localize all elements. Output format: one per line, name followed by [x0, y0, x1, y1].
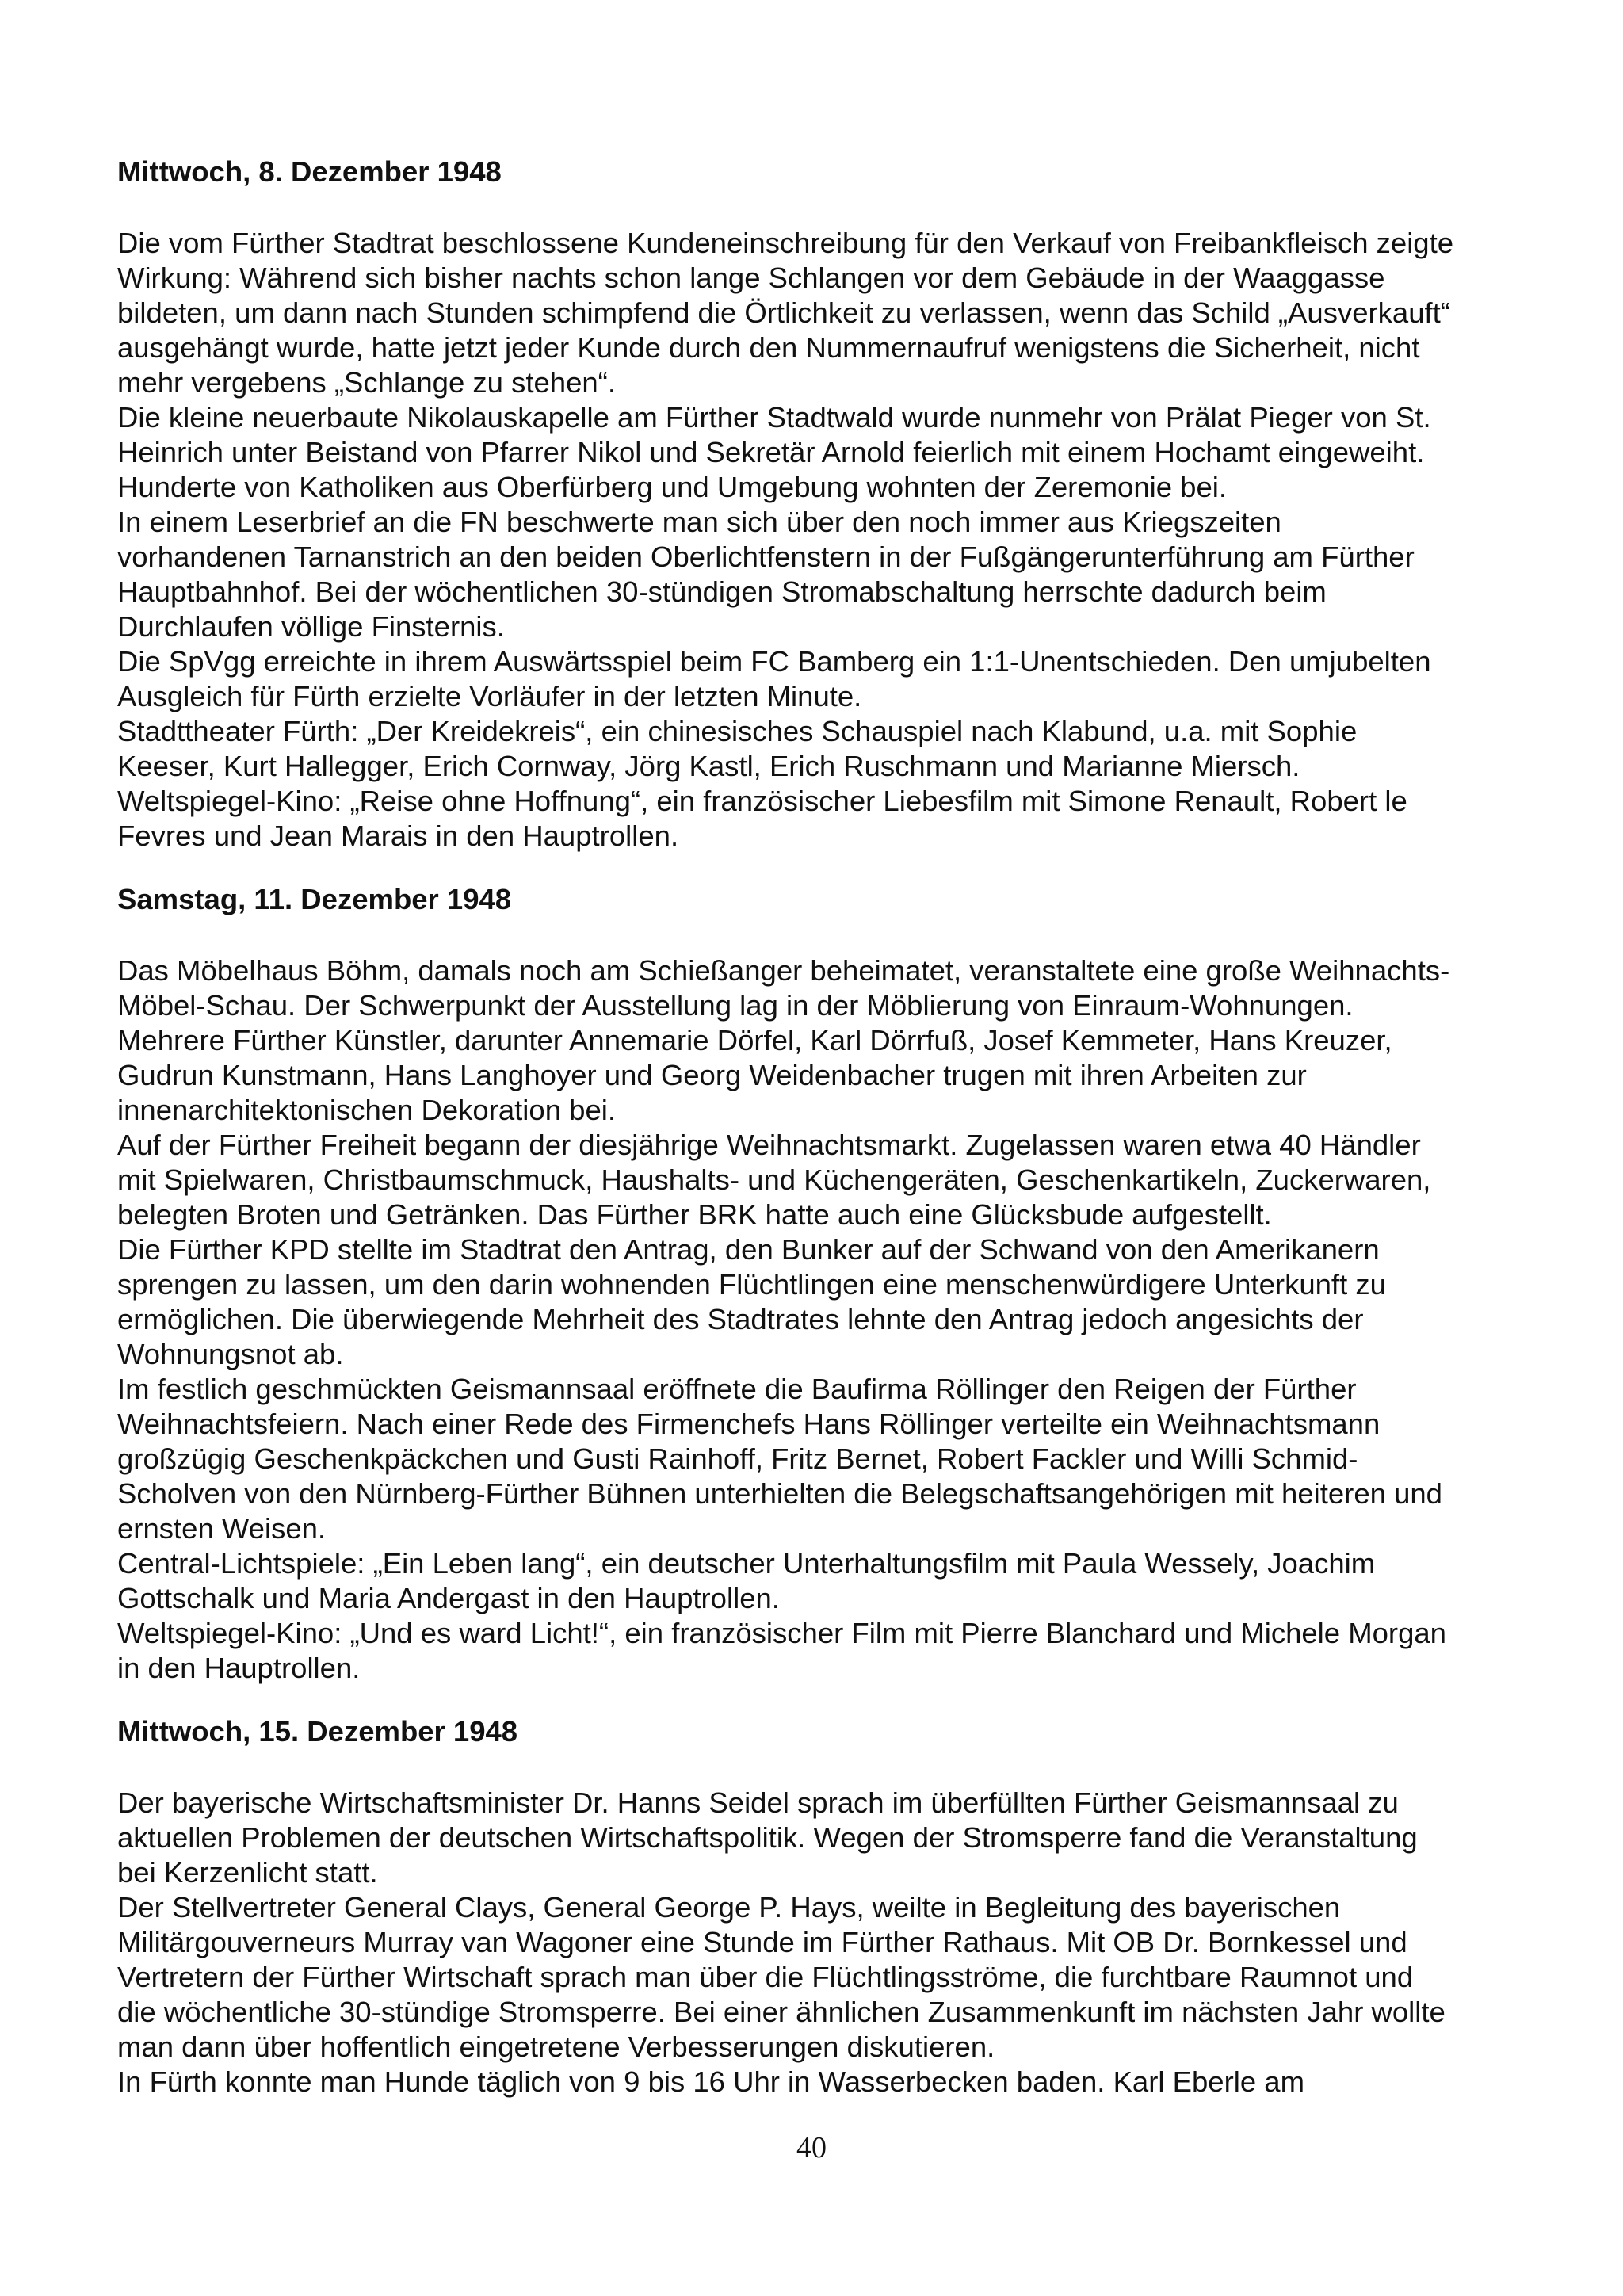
text-line: Vertretern der Fürther Wirtschaft sprach man über die Flüchtlingsströme, die furchtbare Raumnot und	[117, 1961, 1414, 1993]
section-heading: Samstag, 11. Dezember 1948	[117, 883, 512, 915]
text-line: Hauptbahnhof. Bei der wöchentlichen 30-stündigen Stromabschaltung herrschte dadurch beim	[117, 575, 1327, 608]
text-line: Militärgouverneurs Murray van Wagoner eine Stunde im Fürther Rathaus. Mit OB Dr. Bornkessel und	[117, 1926, 1407, 1958]
text-line: Wohnungsnot ab.	[117, 1338, 344, 1370]
text-line: Durchlaufen völlige Finsternis.	[117, 610, 505, 643]
text-line: bildeten, um dann nach Stunden schimpfend die Örtlichkeit zu verlassen, wenn das Schild „Ausverkauft“	[117, 296, 1450, 329]
text-line: Heinrich unter Beistand von Pfarrer Nikol und Sekretär Arnold feierlich mit einem Hochamt eingeweiht.	[117, 436, 1425, 468]
section-heading: Mittwoch, 8. Dezember 1948	[117, 155, 502, 188]
text-line: Die SpVgg erreichte in ihrem Auswärtsspiel beim FC Bamberg ein 1:1-Unentschieden. Den umjubelten	[117, 645, 1431, 678]
text-line: ermöglichen. Die überwiegende Mehrheit des Stadtrates lehnte den Antrag jedoch angesichts der	[117, 1303, 1364, 1335]
text-line: Das Möbelhaus Böhm, damals noch am Schießanger beheimatet, veranstaltete eine große Weihnachts-	[117, 954, 1450, 987]
text-line: In einem Leserbrief an die FN beschwerte man sich über den noch immer aus Kriegszeiten	[117, 506, 1281, 538]
text-line: sprengen zu lassen, um den darin wohnenden Flüchtlingen eine menschenwürdigere Unterkunft zu	[117, 1268, 1386, 1301]
text-line: Auf der Fürther Freiheit begann der diesjährige Weihnachtsmarkt. Zugelassen waren etwa 40 Händler	[117, 1129, 1421, 1161]
text-line: Im festlich geschmückten Geismannsaal eröffnete die Baufirma Röllinger den Reigen der Fürther	[117, 1373, 1357, 1405]
text-line: vorhandenen Tarnanstrich an den beiden Oberlichtfenstern in der Fußgängerunterführung am Fürther	[117, 541, 1415, 573]
section-heading: Mittwoch, 15. Dezember 1948	[117, 1715, 518, 1748]
text-line: Möbel-Schau. Der Schwerpunkt der Ausstellung lag in der Möblierung von Einraum-Wohnungen.	[117, 989, 1354, 1022]
text-line: Gudrun Kunstmann, Hans Langhoyer und Georg Weidenbacher trugen mit ihren Arbeiten zur	[117, 1059, 1307, 1091]
text-line: man dann über hoffentlich eingetretene Verbesserungen diskutieren.	[117, 2030, 995, 2063]
text-line: bei Kerzenlicht statt.	[117, 1856, 378, 1889]
text-line: mehr vergebens „Schlange zu stehen“.	[117, 366, 616, 399]
text-line: in den Hauptrollen.	[117, 1652, 361, 1684]
text-line: In Fürth konnte man Hunde täglich von 9 bis 16 Uhr in Wasserbecken baden. Karl Eberle am	[117, 2065, 1304, 2098]
text-line: Hunderte von Katholiken aus Oberfürberg und Umgebung wohnten der Zeremonie bei.	[117, 471, 1228, 503]
text-line: Der bayerische Wirtschaftsminister Dr. Hanns Seidel sprach im überfüllten Fürther Geismannsaal zu	[117, 1786, 1399, 1819]
text-line: Central-Lichtspiele: „Ein Leben lang“, ein deutscher Unterhaltungsfilm mit Paula Wessely, Joachim	[117, 1547, 1376, 1580]
text-line: innenarchitektonischen Dekoration bei.	[117, 1094, 617, 1126]
text-line: Die vom Fürther Stadtrat beschlossene Kundeneinschreibung für den Verkauf von Freibankfleisch zeigte	[117, 227, 1454, 259]
text-line: Scholven von den Nürnberg-Fürther Bühnen unterhielten die Belegschaftsangehörigen mit heiteren und	[117, 1477, 1442, 1510]
text-line: die wöchentliche 30-stündige Stromsperre. Bei einer ähnlichen Zusammenkunft im nächsten Jahr wollte	[117, 1996, 1445, 2028]
text-line: Der Stellvertreter General Clays, General George P. Hays, weilte in Begleitung des bayerischen	[117, 1891, 1341, 1924]
text-line: ernsten Weisen.	[117, 1512, 327, 1545]
text-line: Stadttheater Fürth: „Der Kreidekreis“, ein chinesisches Schauspiel nach Klabund, u.a. mit Sophie	[117, 715, 1358, 747]
text-line: Keeser, Kurt Hallegger, Erich Cornway, Jörg Kastl, Erich Ruschmann und Marianne Miersch.	[117, 750, 1300, 782]
text-line: großzügig Geschenkpäckchen und Gusti Rainhoff, Fritz Bernet, Robert Fackler und Willi Schmid-	[117, 1442, 1358, 1475]
text-line: Weihnachtsfeiern. Nach einer Rede des Firmenchefs Hans Röllinger verteilte ein Weihnachtsmann	[117, 1408, 1381, 1440]
text-line: ausgehängt wurde, hatte jetzt jeder Kunde durch den Nummernaufruf wenigstens die Sicherheit, nicht	[117, 331, 1420, 364]
text-line: Die kleine neuerbaute Nikolauskapelle am Fürther Stadtwald wurde nunmehr von Prälat Pieger von St.	[117, 401, 1431, 434]
text-line: belegten Broten und Getränken. Das Fürther BRK hatte auch eine Glücksbude aufgestellt.	[117, 1198, 1272, 1231]
text-line: Ausgleich für Fürth erzielte Vorläufer in der letzten Minute.	[117, 680, 862, 712]
text-line: Weltspiegel-Kino: „Und es ward Licht!“, ein französischer Film mit Pierre Blanchard und Michele Morgan	[117, 1617, 1446, 1649]
text-line: Fevres und Jean Marais in den Hauptrollen.	[117, 819, 679, 852]
text-line: Die Fürther KPD stellte im Stadtrat den Antrag, den Bunker auf der Schwand von den Amerikanern	[117, 1233, 1380, 1266]
page-number: 40	[796, 2131, 827, 2164]
text-line: Mehrere Fürther Künstler, darunter Annemarie Dörfel, Karl Dörrfuß, Josef Kemmeter, Hans Kreuzer,	[117, 1024, 1392, 1056]
text-line: Gottschalk und Maria Andergast in den Hauptrollen.	[117, 1582, 780, 1614]
text-line: Weltspiegel-Kino: „Reise ohne Hoffnung“, ein französischer Liebesfilm mit Simone Renault, Robert le	[117, 785, 1407, 817]
text-line: aktuellen Problemen der deutschen Wirtschaftspolitik. Wegen der Stromsperre fand die Veranstaltung	[117, 1821, 1418, 1854]
text-line: mit Spielwaren, Christbaumschmuck, Haushalts- und Küchengeräten, Geschenkartikeln, Zuckerwaren,	[117, 1163, 1431, 1196]
text-line: Wirkung: Während sich bisher nachts schon lange Schlangen vor dem Gebäude in der Waaggasse	[117, 262, 1385, 294]
